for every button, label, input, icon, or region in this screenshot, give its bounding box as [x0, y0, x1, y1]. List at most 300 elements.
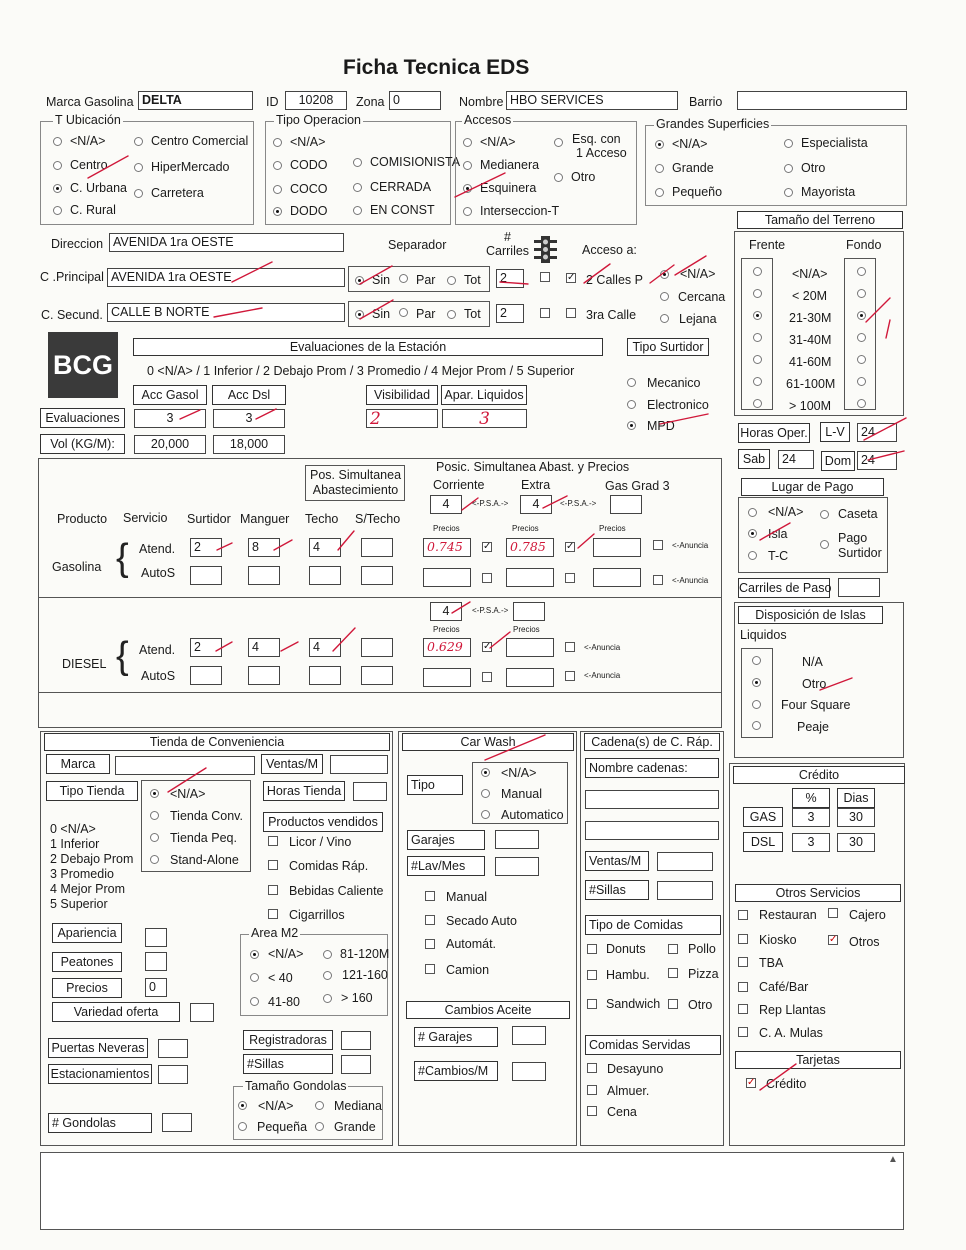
- fondo-61-100-radio[interactable]: [857, 377, 866, 386]
- gs-otro-radio[interactable]: [784, 164, 793, 173]
- pago-caseta-radio[interactable]: [820, 510, 829, 519]
- cigarrillos-label: Cigarrillos: [289, 908, 345, 922]
- tipo-tienda-label: Tipo Tienda: [46, 781, 138, 801]
- vol-dsl-field[interactable]: 18,000: [213, 435, 285, 454]
- secund-label: C. Secund.: [41, 308, 103, 322]
- sep-secund-sin-radio[interactable]: [355, 310, 364, 319]
- manguer-col: Manguer: [240, 512, 290, 526]
- gasolina-label: Gasolina: [52, 560, 102, 574]
- producto-col: Producto: [57, 512, 108, 526]
- disp-na-radio[interactable]: [752, 656, 761, 665]
- accesos-na-label: <N/A>: [480, 135, 516, 149]
- psa-extra-label: <-P.S.A.->: [560, 499, 597, 508]
- cadenas-otro-label: Otro: [688, 998, 713, 1012]
- notes-area[interactable]: [40, 1152, 904, 1230]
- gasolina-manguer-field[interactable]: 8: [248, 538, 280, 557]
- area-121-radio[interactable]: [323, 971, 332, 980]
- productos-divider: [38, 597, 722, 598]
- credito-header: Crédito: [733, 766, 905, 784]
- sep-principal-par-radio[interactable]: [399, 274, 408, 283]
- otros-check[interactable]: ✓: [829, 934, 838, 945]
- accesos-medianera-radio[interactable]: [463, 161, 472, 170]
- gasolina-techo-field[interactable]: 4: [309, 538, 341, 557]
- tipoop-coco-radio[interactable]: [273, 185, 282, 194]
- carwash-garajes-label: Garajes: [407, 830, 485, 850]
- frente-21-30-radio[interactable]: [753, 311, 762, 320]
- cafe-check[interactable]: [738, 982, 748, 992]
- almuer-label: Almuer.: [607, 1084, 650, 1098]
- gasolina-atend-label: Atend.: [139, 542, 176, 556]
- desayuno-check[interactable]: [587, 1063, 597, 1073]
- restauran-label: Restauran: [759, 908, 817, 922]
- licor-check[interactable]: [268, 836, 278, 846]
- scroll-up-icon[interactable]: ▲: [888, 1154, 898, 1165]
- gondola-mediana-radio[interactable]: [315, 1101, 324, 1110]
- diesel-psa-label: <-P.S.A.->: [472, 606, 509, 615]
- tipoop-cerrada-radio[interactable]: [353, 183, 362, 192]
- anuncia-label-4: <-Anuncia: [584, 671, 621, 680]
- gs-especialista-radio[interactable]: [784, 139, 793, 148]
- dom-field[interactable]: 24: [857, 451, 897, 470]
- direccion-field[interactable]: AVENIDA 1ra OESTE: [109, 233, 344, 252]
- terreno-100-label: > 100M: [789, 399, 832, 413]
- autos-precio-gasgrad-field[interactable]: [593, 568, 641, 587]
- credito-pct-label: %: [792, 788, 830, 808]
- accesos-esquinera-radio[interactable]: [463, 184, 472, 193]
- principal-field[interactable]: AVENIDA 1ra OESTE: [107, 268, 345, 287]
- precio-gasgrad-field[interactable]: [593, 538, 641, 557]
- cigarrillos-check[interactable]: [268, 909, 278, 919]
- fondo-31-40-radio[interactable]: [857, 333, 866, 342]
- calle3-check[interactable]: [566, 308, 576, 318]
- diesel-autos-stecho-field[interactable]: [361, 666, 393, 685]
- cambios-mes-label: #Cambios/M: [414, 1061, 498, 1081]
- sep-secund-par-radio[interactable]: [399, 308, 408, 317]
- fondo-na-radio[interactable]: [857, 267, 866, 276]
- lav-mes-field[interactable]: [495, 857, 539, 876]
- gs-mayorista-radio[interactable]: [784, 188, 793, 197]
- area-81-label: 81-120M: [340, 947, 390, 961]
- tipo-surtidor-header: Tipo Surtidor: [627, 338, 709, 356]
- disp-peaje-label: Peaje: [797, 720, 829, 734]
- pago-na-radio[interactable]: [748, 508, 757, 517]
- diesel-autos-precio-field[interactable]: [423, 668, 471, 687]
- kiosko-check[interactable]: [738, 934, 748, 944]
- tienda-ventas-field[interactable]: [330, 755, 388, 774]
- tba-label: TBA: [759, 956, 784, 970]
- accesos-legend: Accesos: [464, 113, 512, 127]
- cadenas-sillas-field[interactable]: [657, 881, 713, 900]
- precio-corriente-field[interactable]: 0.745: [423, 538, 471, 557]
- carwash-auto-label: Automatico: [501, 808, 564, 822]
- marca-label: Marca Gasolina: [46, 95, 134, 109]
- tipo-comidas-header: Tipo de Comidas: [585, 915, 721, 935]
- diesel-techo-field[interactable]: 4: [309, 638, 341, 657]
- anuncia-label-2: <-Anuncia: [672, 576, 709, 585]
- anuncia-extra-check[interactable]: ✓: [566, 541, 575, 552]
- acceso-na-label: <N/A>: [680, 267, 716, 281]
- frente-label: Frente: [749, 238, 786, 252]
- diesel-stecho-field[interactable]: [361, 638, 393, 657]
- nombre-cadenas-label: Nombre cadenas:: [585, 758, 719, 778]
- tienda-scale-1: 1 Inferior: [50, 837, 100, 851]
- pizza-check[interactable]: [668, 968, 678, 978]
- puertas-label: Puertas Neveras: [48, 1038, 148, 1058]
- gondola-grande-radio[interactable]: [315, 1122, 324, 1131]
- fondo-label: Fondo: [846, 238, 882, 252]
- sep-secund-par-label: Par: [416, 307, 436, 321]
- cambios-mes-field[interactable]: [512, 1062, 546, 1081]
- frente-61-100-radio[interactable]: [753, 377, 762, 386]
- gondola-na-radio[interactable]: [238, 1101, 247, 1110]
- cajero-check[interactable]: [828, 908, 838, 918]
- fondo-21-30-radio[interactable]: [857, 311, 866, 320]
- ubicacion-cc-radio[interactable]: [134, 137, 143, 146]
- diesel-precio-field[interactable]: 0.629: [423, 638, 471, 657]
- carriles-pago-label: Carriles de Paso: [738, 578, 830, 598]
- nombre-cadenas-field-2[interactable]: [585, 821, 719, 840]
- cena-check[interactable]: [587, 1106, 597, 1116]
- fondo-41-60-radio[interactable]: [857, 355, 866, 364]
- sep-principal-sin-label: Sin: [372, 273, 391, 287]
- ubicacion-rural-radio[interactable]: [53, 206, 62, 215]
- acc-dsl-header: Acc Dsl: [212, 385, 286, 405]
- donuts-label: Donuts: [606, 942, 646, 956]
- cadenas-ventas-field[interactable]: [657, 852, 713, 871]
- pollo-label: Pollo: [688, 942, 716, 956]
- pago-surtidor-radio[interactable]: [820, 540, 829, 549]
- area-40-radio[interactable]: [250, 973, 259, 982]
- autos-anuncia-corriente-check[interactable]: [482, 573, 492, 583]
- techo-col: Techo: [305, 512, 339, 526]
- evaluaciones-row-label: Evaluaciones: [40, 408, 125, 428]
- ubicacion-centro-radio[interactable]: [53, 161, 62, 170]
- gasolina-autos-techo-field[interactable]: [309, 566, 341, 585]
- tipo-operacion-legend: Tipo Operacion: [276, 113, 361, 127]
- peatones-field[interactable]: [145, 952, 167, 971]
- accesos-esq-label: Esq. con: [572, 132, 621, 146]
- restauran-check[interactable]: [738, 910, 748, 920]
- sep-principal-sin-radio[interactable]: [355, 276, 364, 285]
- pago-tc-label: T-C: [768, 549, 789, 563]
- tipoop-enconst-radio[interactable]: [353, 206, 362, 215]
- extra-label: Extra: [521, 478, 551, 492]
- gondola-pequena-radio[interactable]: [238, 1122, 247, 1131]
- accesos-interseccion-radio[interactable]: [463, 207, 472, 216]
- almuer-check[interactable]: [587, 1085, 597, 1095]
- ubicacion-hiper-label: HiperMercado: [151, 160, 230, 174]
- tienda-header: Tienda de Conveniencia: [44, 733, 390, 751]
- acceso-lejana-radio[interactable]: [660, 314, 669, 323]
- nombre-field[interactable]: HBO SERVICES: [506, 91, 678, 110]
- diesel-psa-field[interactable]: 4: [430, 602, 462, 621]
- credito-gas-dias-field[interactable]: 30: [837, 808, 875, 827]
- tienda-peq-radio[interactable]: [150, 833, 159, 842]
- frente-31-40-radio[interactable]: [753, 333, 762, 342]
- surtidor-electronico-label: Electronico: [647, 398, 709, 412]
- calles-p-check[interactable]: ✓: [567, 272, 576, 283]
- accesos-interseccion-label: Interseccion-T: [480, 204, 560, 218]
- carwash-tipo-label: Tipo: [407, 775, 463, 795]
- fondo-100-radio[interactable]: [857, 399, 866, 408]
- tipoop-dodo-radio[interactable]: [273, 207, 282, 216]
- credito-dsl-dias-field[interactable]: 30: [837, 833, 875, 852]
- psa-corriente-field[interactable]: 4: [430, 495, 462, 514]
- credito-dsl-label: DSL: [743, 832, 783, 852]
- acc-gasol-field[interactable]: 3: [134, 409, 206, 428]
- terreno-20-label: < 20M: [792, 289, 828, 303]
- tipoop-na-radio[interactable]: [273, 138, 282, 147]
- surtidor-mecanico-radio[interactable]: [627, 378, 636, 387]
- frente-41-60-radio[interactable]: [753, 355, 762, 364]
- donuts-check[interactable]: [587, 944, 597, 954]
- comidas-servidas-header: Comidas Servidas: [585, 1035, 721, 1055]
- zona-field[interactable]: 0: [389, 91, 441, 110]
- tarjeta-credito-check[interactable]: ✓: [747, 1077, 756, 1088]
- apariencia-field[interactable]: [145, 928, 167, 947]
- bebidas-check[interactable]: [268, 885, 278, 895]
- autos-anuncia-extra-check[interactable]: [565, 573, 575, 583]
- psa-extra-field[interactable]: 4: [520, 495, 552, 514]
- corriente-label: Corriente: [433, 478, 485, 492]
- area-121-label: 121-160: [342, 968, 388, 982]
- tienda-marca-field[interactable]: [115, 756, 255, 775]
- lugar-pago-header: Lugar de Pago: [741, 478, 884, 496]
- tba-check[interactable]: [738, 957, 748, 967]
- zona-label: Zona: [356, 95, 385, 109]
- gs-pequeno-radio[interactable]: [655, 188, 664, 197]
- acceso-cercana-radio[interactable]: [660, 292, 669, 301]
- gondolas-legend: Tamaño Gondolas: [245, 1079, 347, 1093]
- tipoop-comisionista-radio[interactable]: [353, 158, 362, 167]
- pago-tc-radio[interactable]: [748, 551, 757, 560]
- kiosko-label: Kiosko: [759, 933, 797, 947]
- psa-corriente-label: <-P.S.A.->: [472, 499, 509, 508]
- diesel-precios-extra-label: Precios: [513, 625, 540, 634]
- accesos-esquinera-label: Esquinera: [480, 181, 537, 195]
- secund-field[interactable]: CALLE B NORTE: [107, 303, 345, 322]
- tipoop-codo-label: CODO: [290, 158, 328, 172]
- autos-anuncia-gasgrad-check[interactable]: [653, 575, 663, 585]
- cajero-label: Cajero: [849, 908, 886, 922]
- otros-label: Otros: [849, 935, 880, 949]
- cambios-garajes-field[interactable]: [512, 1026, 546, 1045]
- cambios-garajes-label: # Garajes: [414, 1027, 498, 1047]
- horas-oper-label: Horas Oper.: [738, 423, 810, 443]
- dom-label: Dom: [821, 451, 855, 471]
- gasolina-autos-stecho-field[interactable]: [361, 566, 393, 585]
- diesel-autos-manguer-field[interactable]: [248, 666, 280, 685]
- diesel-autos-techo-field[interactable]: [309, 666, 341, 685]
- cadenas-sillas-label: #Sillas: [585, 880, 649, 900]
- ubicacion-hiper-radio[interactable]: [134, 163, 143, 172]
- cw-automat-check[interactable]: [425, 939, 435, 949]
- area-41-radio[interactable]: [250, 997, 259, 1006]
- sep-secund-tot-radio[interactable]: [447, 310, 456, 319]
- fondo-20-radio[interactable]: [857, 289, 866, 298]
- frente-20-radio[interactable]: [753, 289, 762, 298]
- tienda-conv-radio[interactable]: [150, 811, 159, 820]
- credito-gas-pct-field[interactable]: 3: [792, 808, 830, 827]
- autos-precio-corriente-field[interactable]: [423, 568, 471, 587]
- frente-na-radio[interactable]: [753, 267, 762, 276]
- area-na-radio[interactable]: [250, 950, 259, 959]
- carwash-na-radio[interactable]: [481, 768, 490, 777]
- liquidos-label: Liquidos: [740, 628, 787, 642]
- acc-dsl-field[interactable]: 3: [213, 409, 285, 428]
- gasolina-surtidor-field[interactable]: 2: [190, 538, 222, 557]
- frente-100-radio[interactable]: [753, 399, 762, 408]
- tienda-stand-radio[interactable]: [150, 855, 159, 864]
- carwash-na-label: <N/A>: [501, 766, 537, 780]
- surtidor-electronico-radio[interactable]: [627, 400, 636, 409]
- cadenas-header: Cadena(s) de C. Ráp.: [584, 733, 720, 751]
- llantas-check[interactable]: [738, 1004, 748, 1014]
- puertas-field[interactable]: [158, 1039, 188, 1058]
- accesos-otro-radio[interactable]: [554, 173, 563, 182]
- direccion-label: Direccion: [51, 237, 104, 251]
- autos-precio-extra-field[interactable]: [506, 568, 554, 587]
- gasolina-stecho-field[interactable]: [361, 538, 393, 557]
- carriles-secund-check[interactable]: [540, 308, 550, 318]
- registradoras-field[interactable]: [341, 1031, 371, 1050]
- tienda-na-radio[interactable]: [150, 789, 159, 798]
- diesel-autos-anuncia-extra-check[interactable]: [565, 671, 575, 681]
- sandwich-check[interactable]: [587, 999, 597, 1009]
- disp-four-label: Four Square: [781, 698, 851, 712]
- area-160-radio[interactable]: [323, 994, 332, 1003]
- surtidor-mpd-radio[interactable]: [627, 421, 636, 430]
- diesel-anuncia-extra-check[interactable]: [565, 642, 575, 652]
- apar-liquidos-field[interactable]: 3: [442, 409, 527, 428]
- diesel-precio-extra-field[interactable]: [506, 638, 554, 657]
- gs-na-radio[interactable]: [655, 140, 664, 149]
- diesel-label: DIESEL: [62, 657, 107, 671]
- gs-grande-radio[interactable]: [655, 164, 664, 173]
- gondolas-field[interactable]: [162, 1113, 192, 1132]
- precio-extra-field[interactable]: 0.785: [506, 538, 554, 557]
- mulas-check[interactable]: [738, 1027, 748, 1037]
- gasolina-autos-surtidor-field[interactable]: [190, 566, 222, 585]
- disposicion-header: Disposición de Islas: [738, 606, 883, 624]
- nombre-label: Nombre: [459, 95, 504, 109]
- ubicacion-cc-label: Centro Comercial: [151, 134, 249, 148]
- marca-field[interactable]: DELTA: [138, 91, 253, 110]
- diesel-precios-label: Precios: [433, 625, 460, 634]
- llantas-label: Rep Llantas: [759, 1003, 826, 1017]
- tipoop-codo-radio[interactable]: [273, 161, 282, 170]
- horas-tienda-field[interactable]: [353, 782, 387, 801]
- diesel-autos-precio-extra-field[interactable]: [506, 668, 554, 687]
- gondola-grande-label: Grande: [334, 1120, 376, 1134]
- diesel-psa-extra-field[interactable]: [513, 602, 545, 621]
- ubicacion-rural-label: C. Rural: [70, 203, 116, 217]
- ubicacion-na-radio[interactable]: [53, 137, 62, 146]
- nombre-cadenas-field-1[interactable]: [585, 790, 719, 809]
- vol-gasol-field[interactable]: 20,000: [134, 435, 206, 454]
- pago-isla-radio[interactable]: [748, 529, 757, 538]
- diesel-anuncia-check[interactable]: ✓: [483, 641, 492, 652]
- tienda-precios-field[interactable]: 0: [145, 978, 167, 997]
- barrio-field[interactable]: [737, 91, 907, 110]
- pizza-label: Pizza: [688, 967, 719, 981]
- anuncia-corriente-check[interactable]: ✓: [483, 541, 492, 552]
- sab-field[interactable]: 24: [778, 450, 814, 469]
- disp-four-radio[interactable]: [752, 700, 761, 709]
- gas-grad-label: Gas Grad 3: [605, 479, 670, 493]
- disp-na-label: N/A: [802, 655, 823, 669]
- diesel-autos-anuncia-check[interactable]: [482, 672, 492, 682]
- variedad-field[interactable]: [190, 1003, 214, 1022]
- anuncia-gasgrad-check[interactable]: [653, 540, 663, 550]
- carwash-manual-radio[interactable]: [481, 789, 490, 798]
- carriles-pago-field[interactable]: [838, 578, 880, 597]
- id-field[interactable]: 10208: [285, 91, 347, 110]
- vol-row-label: Vol (KG/M):: [40, 434, 125, 454]
- carwash-auto-radio[interactable]: [481, 810, 490, 819]
- gs-otro-label: Otro: [801, 161, 826, 175]
- precios-extra-label: Precios: [512, 524, 539, 533]
- carriles-principal-field[interactable]: 2: [496, 269, 524, 288]
- cw-manual-check[interactable]: [425, 891, 435, 901]
- cambios-header: Cambios Aceite: [406, 1001, 570, 1019]
- credito-dsl-pct-field[interactable]: 3: [792, 833, 830, 852]
- accesos-na-radio[interactable]: [463, 138, 472, 147]
- acceso-na-radio[interactable]: [660, 270, 669, 279]
- separador-label: Separador: [388, 238, 447, 252]
- comidas-rap-check[interactable]: [268, 860, 278, 870]
- terreno-21-30-label: 21-30M: [789, 311, 832, 325]
- carriles-secund-field[interactable]: 2: [496, 304, 524, 323]
- cw-secado-check[interactable]: [425, 915, 435, 925]
- area-81-radio[interactable]: [323, 950, 332, 959]
- tamano-terreno-header: Tamaño del Terreno: [737, 211, 903, 229]
- credito-gas-label: GAS: [743, 807, 783, 827]
- tienda-sillas-field[interactable]: [341, 1055, 371, 1074]
- ubicacion-na-label: <N/A>: [70, 134, 106, 148]
- terreno-41-60-label: 41-60M: [789, 355, 832, 369]
- gasolina-autos-manguer-field[interactable]: [248, 566, 280, 585]
- cadenas-otro-check[interactable]: [668, 999, 678, 1009]
- diesel-brace-icon: {: [116, 635, 129, 677]
- cafe-label: Café/Bar: [759, 980, 809, 994]
- visibilidad-field[interactable]: 2: [366, 409, 438, 428]
- gasolina-brace-icon: {: [116, 537, 129, 579]
- cw-camion-check[interactable]: [425, 964, 435, 974]
- diesel-autos-surtidor-field[interactable]: [190, 666, 222, 685]
- carriles-principal-check[interactable]: [540, 272, 550, 282]
- ubicacion-urbana-radio[interactable]: [53, 184, 62, 193]
- sep-principal-tot-radio[interactable]: [447, 276, 456, 285]
- disp-peaje-radio[interactable]: [752, 721, 761, 730]
- ubicacion-legend: T Ubicación: [55, 113, 121, 127]
- diesel-manguer-field[interactable]: 4: [248, 638, 280, 657]
- estacionamientos-field[interactable]: [158, 1065, 188, 1084]
- diesel-surtidor-field[interactable]: 2: [190, 638, 222, 657]
- credito-dias-label: Dias: [837, 788, 875, 808]
- psa-gasgrad-field[interactable]: [610, 495, 642, 514]
- carwash-garajes-field[interactable]: [495, 830, 539, 849]
- disp-otro-radio[interactable]: [752, 678, 761, 687]
- hambu-check[interactable]: [587, 970, 597, 980]
- carwash-header: Car Wash: [402, 733, 574, 751]
- lv-field[interactable]: 24: [857, 423, 897, 442]
- barrio-label: Barrio: [689, 95, 723, 109]
- pollo-check[interactable]: [668, 944, 678, 954]
- accesos-esq-radio[interactable]: [554, 138, 563, 147]
- gondola-na-label: <N/A>: [258, 1099, 294, 1113]
- ubicacion-carretera-radio[interactable]: [134, 189, 143, 198]
